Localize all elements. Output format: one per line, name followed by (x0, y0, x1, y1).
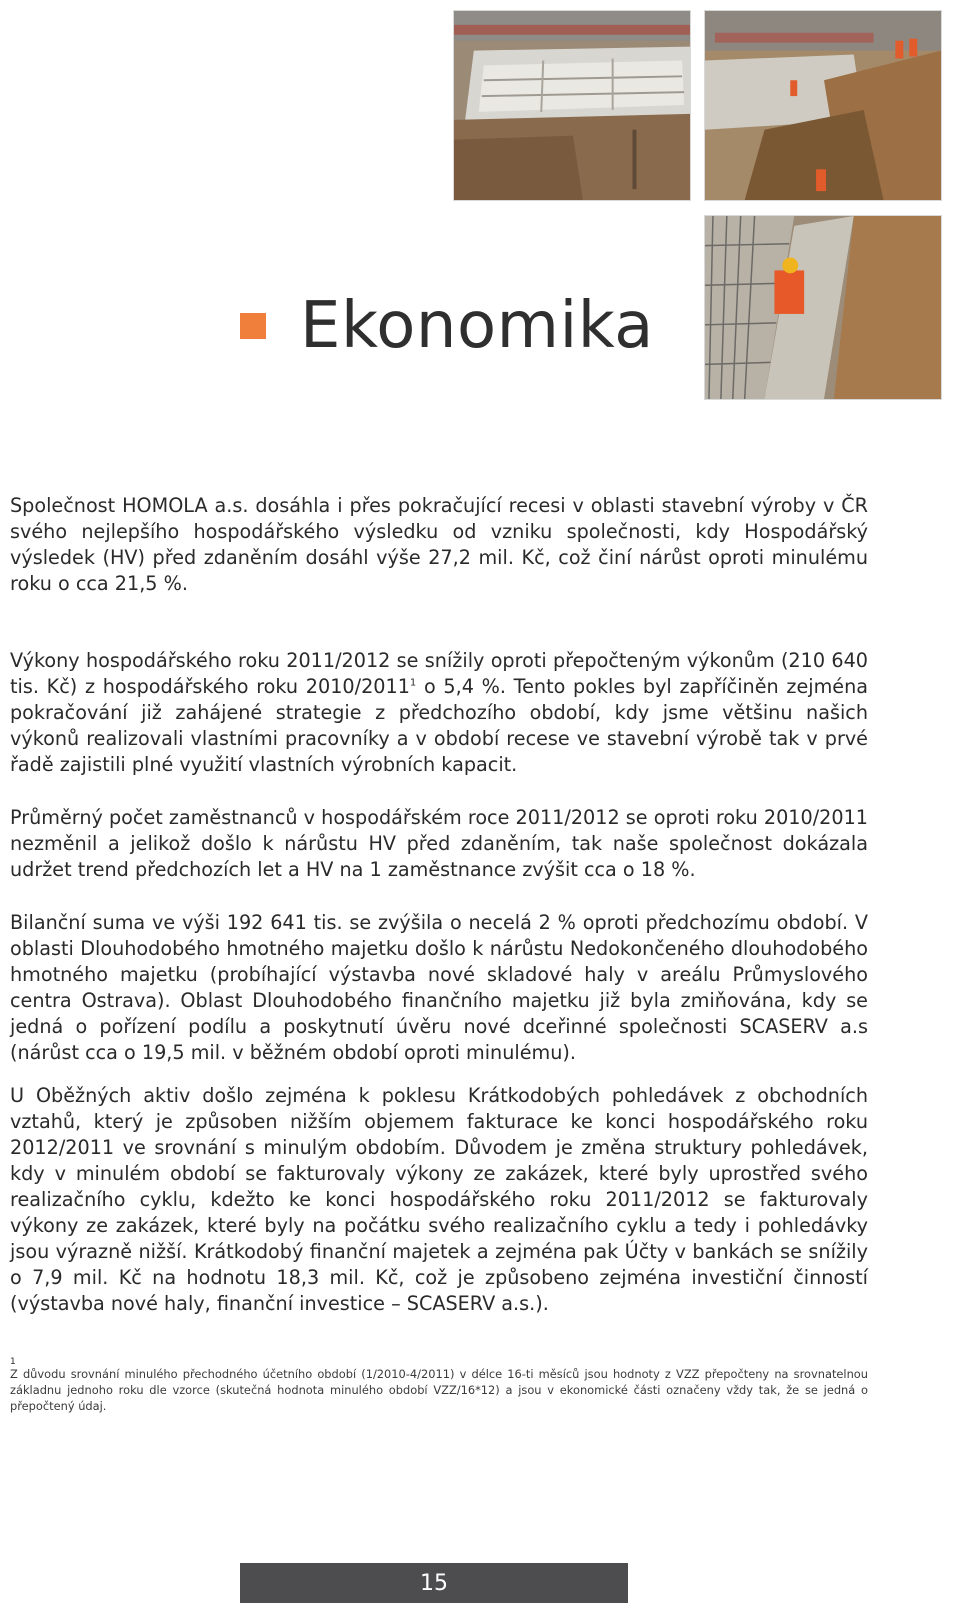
page-title: Ekonomika (300, 289, 654, 363)
paragraph-output-text-b: o 5,4 %. Tento pokles byl zapříčiněn zejména pokračování již zahájené strategie z předchozího období, kdy jsme většinu našich výkonů realizovali vlastními pracovníky a v období recese ve stavební výrobě tak v prvé řadě zajistili plné využití vlastních výrobních kapacit. (10, 675, 868, 776)
footnote-text: Z důvodu srovnání minulého přechodného účetního období (1/2010-4/2011) v délce 16-ti měsíců jsou hodnoty z VZZ přepočteny na srovnatelnou základnu jednoho roku dle vzorce (skutečná hodnota minulého období VZZ/16*12) a jsou v ekonomické části označeny vždy tak, že se jedná o přepočtený údaj. (10, 1367, 868, 1413)
paragraph-current-assets: U Oběžných aktiv došlo zejména k poklesu Krátkodobých pohledávek z obchodních vztahů, který je způsoben nižším objemem fakturace ke konci hospodářského roku 2012/2011 ve srovnání s minulým obdobím. Důvodem je změna struktury pohledávek, kdy v minulém období se fakturovaly výkony ze zakázek, které byly uprostřed svého realizačního cyklu, kdežto ke konci hospodářského roku 2011/2012 se fakturovaly výkony ze zakázek, které byly na počátku svého realizačního cyklu a tedy i pohledávky jsou výrazně nižší. Krátkodobý finanční majetek a zejména pak Účty v bankách se snížily o 7,9 mil. Kč na hodnotu 18,3 mil. Kč, což je způsobeno zejména investiční činností (výstavba nové haly, finanční investice – SCASERV a.s.). (10, 1084, 868, 1315)
construction-site-foundation-photo (453, 10, 691, 201)
reinforcement-worker-photo (704, 215, 942, 400)
construction-trench-workers-photo (704, 10, 942, 201)
footnote-marker: 1 (10, 1357, 16, 1367)
foundation-photo-graphic (454, 11, 690, 200)
orange-square-bullet-icon (240, 313, 266, 339)
paragraph-output-text-a: Výkony hospodářského roku 2011/2012 se snížily oproti přepočteným výkonům (210 640 tis. Kč) z hospodářského roku 2010/2011 (10, 649, 868, 698)
trench-photo-graphic (705, 11, 941, 200)
page-number-bar (240, 1563, 628, 1603)
page-number: 15 (420, 1570, 448, 1596)
reinforcement-photo-graphic (705, 216, 941, 399)
section-heading (240, 286, 654, 366)
paragraph-profit: Společnost HOMOLA a.s. dosáhla i přes pokračující recesi v oblasti stavební výroby v ČR svého nejlepšího hospodářského výsledku od vzniku společnosti, kdy Hospodářský výsledek (HV) před zdaněním dosáhl výše 27,2 mil. Kč, což činí nárůst oproti minulému roku o cca 21,5 %. (10, 494, 868, 595)
footnote-reference: 1 (409, 677, 417, 689)
paragraph-output (10, 648, 868, 778)
paragraph-employees: Průměrný počet zaměstnanců v hospodářském roce 2011/2012 se oproti roku 2010/2011 nezměnil a jelikož došlo k nárůstu HV před zdaněním, tak naše společnost dokázala udržet trend předchozích let a HV na 1 zaměstnance zvýšit cca o 18 %. (10, 806, 868, 881)
paragraph-balance-sheet: Bilanční suma ve výši 192 641 tis. se zvýšila o necelá 2 % oproti předchozímu období. V oblasti Dlouhodobého hmotného majetku došlo k nárůstu Nedokončeného dlouhodobého hmotného majetku (probíhající výstavba nové skladové haly v areálu Průmyslového centra Ostrava). Oblast Dlouhodobého finančního majetku již byla zmiňována, kdy se jedná o pořízení podílu a poskytnutí úvěru nové dceřinné společnosti SCASERV a.s (nárůst cca o 19,5 mil. v běžném období oproti minulému). (10, 911, 868, 1064)
